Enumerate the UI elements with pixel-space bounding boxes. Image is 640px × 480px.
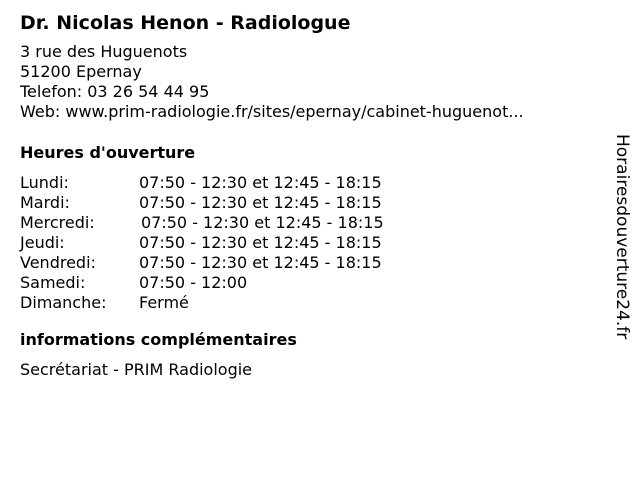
hours-row-jeudi — [20, 233, 600, 253]
time-value: 07:50 - 12:30 et 12:45 - 18:15 — [139, 173, 382, 192]
page-title: Dr. Nicolas Henon - Radiologue — [20, 12, 351, 34]
day-label: Mardi: — [20, 193, 70, 212]
hours-row-vendredi — [20, 253, 600, 273]
time-value: 07:50 - 12:30 et 12:45 - 18:15 — [139, 193, 382, 212]
day-label: Lundi: — [20, 173, 69, 192]
day-label: Mercredi: — [20, 213, 95, 232]
time-value: 07:50 - 12:30 et 12:45 - 18:15 — [139, 233, 382, 252]
brand-watermark: Horairesdouverture24.fr — [612, 134, 632, 340]
time-value: Fermé — [139, 293, 189, 312]
hours-row-mercredi — [20, 213, 600, 233]
hours-row-lundi — [20, 173, 600, 193]
day-label: Dimanche: — [20, 293, 107, 312]
time-value: 07:50 - 12:00 — [139, 273, 248, 292]
time-value: 07:50 - 12:30 et 12:45 - 18:15 — [141, 213, 384, 232]
hours-table — [20, 173, 600, 313]
hours-row-samedi — [20, 273, 600, 293]
city-postal: 51200 Epernay — [20, 62, 142, 81]
hours-row-mardi — [20, 193, 600, 213]
address-block — [20, 42, 600, 122]
day-label: Jeudi: — [20, 233, 65, 252]
hours-heading: Heures d'ouverture — [20, 143, 196, 162]
website-line: Web: www.prim-radiologie.fr/sites/epernay/cabinet-huguenot... — [20, 102, 524, 121]
info-text: Secrétariat - PRIM Radiologie — [20, 360, 253, 379]
street-address: 3 rue des Huguenots — [20, 42, 188, 61]
hours-row-dimanche — [20, 293, 600, 313]
day-label: Vendredi: — [20, 253, 96, 272]
business-card — [20, 10, 600, 380]
day-label: Samedi: — [20, 273, 86, 292]
info-heading: informations complémentaires — [20, 330, 297, 349]
phone-line: Telefon: 03 26 54 44 95 — [20, 82, 210, 101]
time-value: 07:50 - 12:30 et 12:45 - 18:15 — [139, 253, 382, 272]
